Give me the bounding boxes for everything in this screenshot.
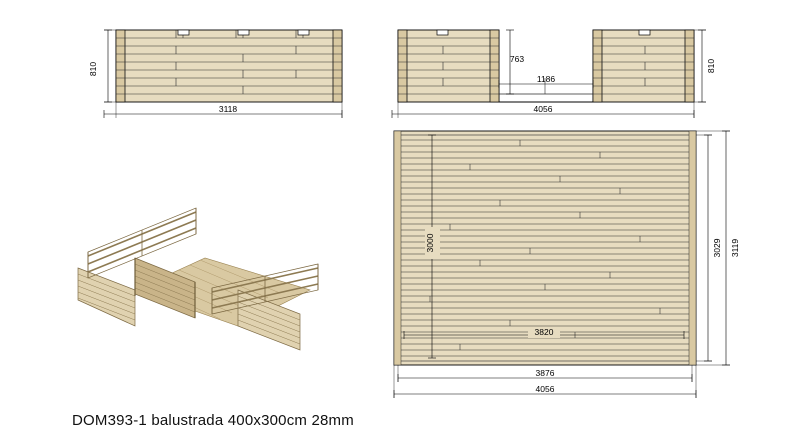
dim-right-height: 810	[706, 58, 716, 74]
dim-left-height: 810	[88, 61, 98, 77]
isometric-view	[78, 208, 318, 350]
dim-plan-right-outer: 3119	[730, 238, 740, 258]
dim-plan-right-inner: 3029	[712, 238, 722, 258]
dim-plan-bottom-outer: 4056	[535, 384, 555, 394]
dim-inner-height: 763	[509, 54, 525, 64]
dim-plan-bottom-inner: 3876	[535, 368, 555, 378]
plan-view	[394, 131, 740, 398]
dim-plan-left: 3000	[425, 233, 435, 253]
dim-left-width: 3118	[218, 104, 238, 114]
front-elevation-right	[392, 30, 716, 118]
front-elevation-left	[88, 30, 342, 118]
drawing-caption: DOM393-1 balustrada 400x300cm 28mm	[72, 412, 354, 429]
dim-plan-inner-width: 3820	[534, 327, 554, 337]
dim-inner-width: 1186	[536, 74, 556, 84]
dim-right-width: 4056	[533, 104, 553, 114]
